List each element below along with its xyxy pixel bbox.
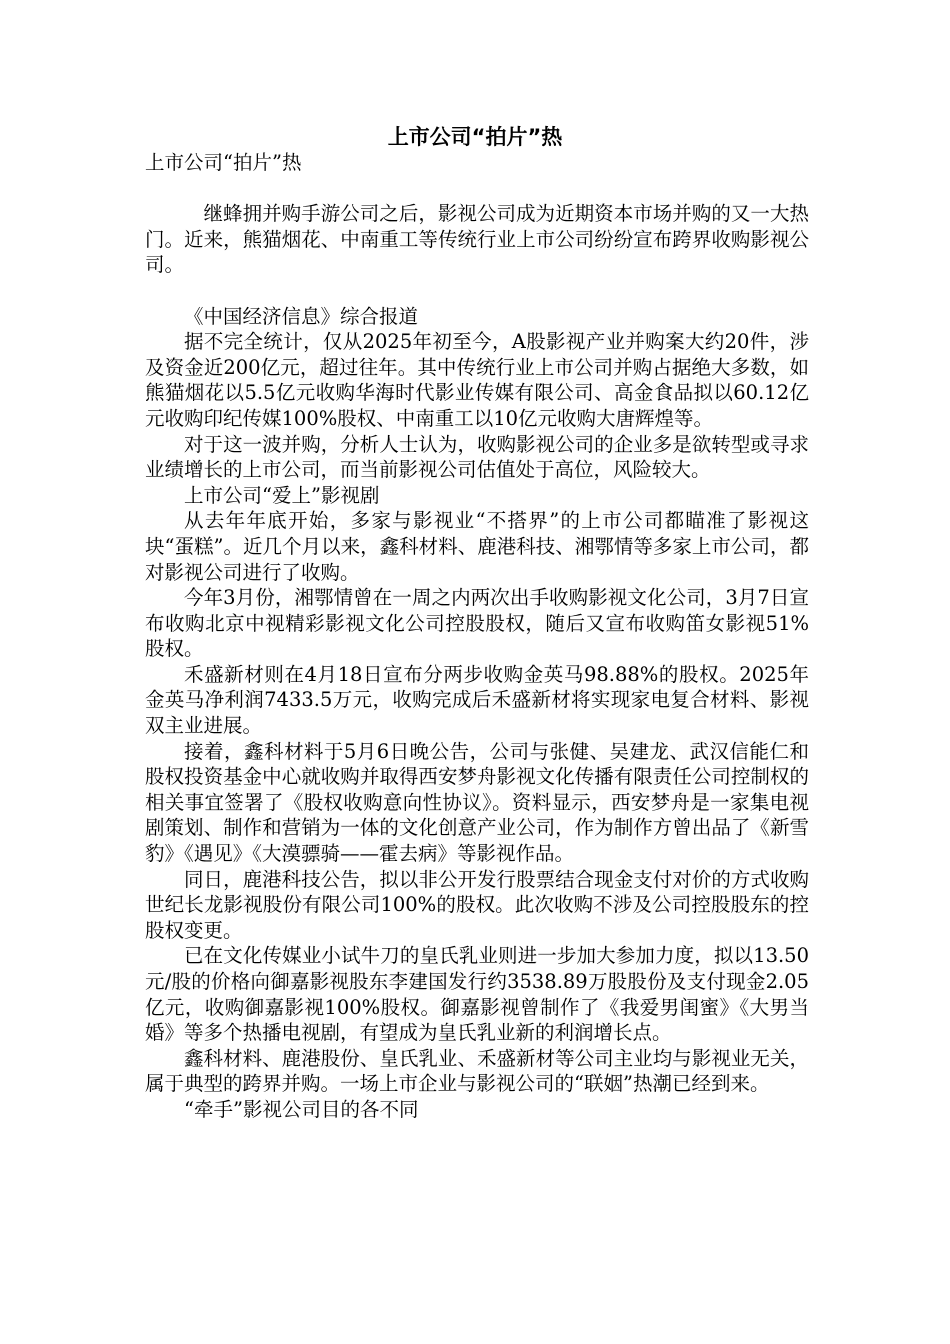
blank-line [145, 278, 809, 304]
document-subtitle: 上市公司“拍片”热 [145, 151, 302, 174]
paragraph: 从去年年底开始，多家与影视业“不搭界”的上市公司都瞄准了影视这块“蛋糕”。近几个月以来，鑫科材料、鹿港科技、湘鄂情等多家上市公司，都对影视公司进行了收购。 [145, 509, 809, 584]
paragraph: 今年3月份，湘鄂情曾在一周之内两次出手收购影视文化公司，3月7日宣布收购北京中视精彩影视文化公司控股股权，随后又宣布收购笛女影视51%股权。 [145, 586, 809, 661]
paragraph: 接着，鑫科材料于5月6日晚公告，公司与张健、吴建龙、武汉信能仁和股权投资基金中心就收购并取得西安梦舟影视文化传播有限责任公司控制权的相关事宜签署了《股权收购意向性协议》。资料显示，西安梦舟是一家集电视剧策划、制作和营销为一体的文化创意产业公司，作为制作方曾出品了《新雪豹》《遇见》《大漠骠骑——霍去病》等影视作品。 [145, 739, 809, 866]
blank-line [145, 176, 809, 202]
paragraph: 禾盛新材则在4月18日宣布分两步收购金英马98.88%的股权。2025年金英马净利润7433.5万元，收购完成后禾盛新材将实现家电复合材料、影视双主业进展。 [145, 662, 809, 738]
paragraph: 据不完全统计，仅从2025年初至今，A股影视产业并购案大约20件，涉及资金近200亿元，超过往年。其中传统行业上市公司并购占据绝大多数，如熊猫烟花以5.5亿元收购华海时代影业传媒有限公司、高金食品拟以60.12亿元收购印纪传媒100%股权、中南重工以10亿元收购大唐辉煌等。 [145, 330, 809, 430]
paragraph: 同日，鹿港科技公告，拟以非公开发行股票结合现金支付对价的方式收购世纪长龙影视股份有限公司100%的股权。此次收购不涉及公司控股股东的控股权变更。 [145, 867, 809, 942]
paragraph: 鑫科材料、鹿港股份、皇氏乳业、禾盛新材等公司主业均与影视业无关，属于典型的跨界并购。一场上市企业与影视公司的“联姻”热潮已经到来。 [145, 1046, 809, 1096]
document-body [145, 150, 809, 1123]
section-heading: 上市公司“爱上”影视剧 [184, 483, 380, 507]
source-line: 《中国经济信息》综合报道 [184, 304, 419, 328]
paragraph: 对于这一波并购，分析人士认为，收购影视公司的企业多是欲转型或寻求业绩增长的上市公司，而当前影视公司估值处于高位，风险较大。 [145, 432, 809, 482]
document-title: 上市公司“拍片”热 [387, 125, 563, 149]
paragraph: 已在文化传媒业小试牛刀的皇氏乳业则进一步加大参加力度，拟以13.50元/股的价格向御嘉影视股东李建国发行约3538.89万股股份及支付现金2.05亿元，收购御嘉影视100%股权。御嘉影视曾制作了《我爱男闺蜜》《大男当婚》等多个热播电视剧，有望成为皇氏乳业新的利润增长点。 [145, 944, 809, 1045]
section-heading: “牵手”影视公司目的各不同 [184, 1097, 419, 1121]
lead-paragraph: 继蜂拥并购手游公司之后，影视公司成为近期资本市场并购的又一大热门。近来，熊猫烟花、中南重工等传统行业上市公司纷纷宣布跨界收购影视公司。 [145, 202, 809, 277]
